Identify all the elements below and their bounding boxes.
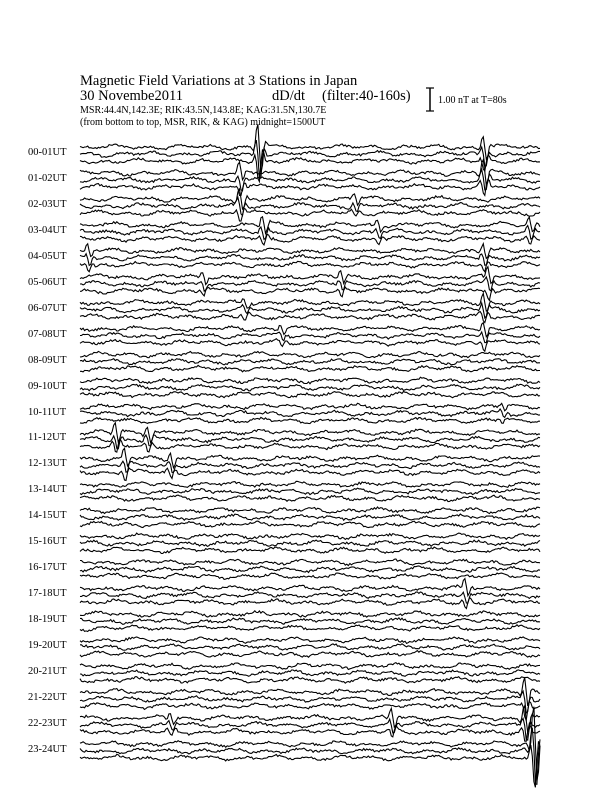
chart-quantity: dD/dt — [272, 88, 306, 104]
station-coordinates: MSR:44.4N,142.3E; RIK:43.5N,143.8E; KAG:31.5N,130.7E — [80, 105, 327, 116]
station-trace — [80, 468, 540, 480]
trace-group — [80, 124, 540, 787]
station-trace — [80, 663, 540, 670]
row-label: 08-09UT — [28, 354, 67, 366]
station-trace — [80, 254, 540, 266]
row-label: 02-03UT — [28, 198, 67, 210]
station-trace — [80, 124, 540, 172]
station-trace — [80, 670, 540, 676]
station-trace — [80, 507, 540, 514]
row-label: 11-12UT — [28, 432, 67, 444]
station-trace — [80, 384, 540, 391]
station-trace — [80, 677, 540, 684]
station-trace — [80, 573, 540, 579]
station-trace — [80, 339, 540, 352]
station-trace — [80, 332, 540, 343]
row-label: 05-06UT — [28, 276, 67, 288]
row-label: 04-05UT — [28, 250, 67, 262]
station-trace — [80, 377, 540, 384]
row-label: 18-19UT — [28, 614, 67, 626]
chart-date: 30 Novembe2011 — [80, 88, 183, 104]
row-label: 17-18UT — [28, 588, 67, 600]
station-trace — [80, 423, 540, 443]
row-label: 13-14UT — [28, 484, 67, 496]
station-trace — [80, 208, 540, 221]
station-trace — [80, 261, 540, 271]
station-trace — [80, 403, 540, 411]
station-trace — [80, 618, 540, 625]
station-trace — [80, 706, 540, 732]
station-trace — [80, 637, 540, 644]
chart-filter: (filter:40-160s) — [322, 88, 411, 104]
station-trace — [80, 559, 540, 566]
station-trace — [80, 495, 540, 501]
row-label: 14-15UT — [28, 510, 67, 522]
station-trace — [80, 365, 540, 372]
station-trace — [80, 481, 540, 487]
station-trace — [80, 547, 540, 553]
station-trace — [80, 741, 540, 787]
row-label: 16-17UT — [28, 562, 67, 574]
station-trace — [80, 149, 540, 181]
station-trace — [80, 533, 540, 539]
station-trace — [80, 409, 540, 417]
station-trace — [80, 540, 540, 546]
row-label: 06-07UT — [28, 302, 67, 314]
row-label: 07-08UT — [28, 328, 67, 340]
row-label: 15-16UT — [28, 536, 67, 548]
row-label: 23-24UT — [28, 743, 67, 755]
station-trace — [80, 287, 540, 300]
station-order-note: (from bottom to top, MSR, RIK, & KAG) midnight=1500UT — [80, 117, 326, 128]
station-trace — [80, 267, 540, 285]
station-trace — [80, 728, 540, 784]
station-trace — [80, 514, 540, 520]
chart-title: Magnetic Field Variations at 3 Stations in Japan — [80, 73, 358, 89]
station-trace — [80, 611, 540, 617]
row-label: 00-01UT — [28, 147, 67, 158]
station-trace — [80, 392, 540, 398]
station-trace — [80, 359, 540, 365]
row-label: 09-10UT — [28, 380, 67, 392]
station-trace — [80, 691, 540, 713]
row-label: 22-23UT — [28, 717, 67, 729]
row-label: 12-13UT — [28, 458, 67, 470]
row-label: 21-22UT — [28, 691, 67, 703]
row-label: 20-21UT — [28, 666, 67, 677]
station-trace — [80, 566, 540, 573]
station-trace — [80, 651, 540, 658]
scale-bar — [426, 88, 434, 111]
row-label: 10-11UT — [28, 406, 67, 418]
station-trace — [80, 351, 540, 357]
scale-bar-label: 1.00 nT at T=80s — [438, 95, 507, 106]
station-trace — [80, 234, 540, 245]
station-trace — [80, 312, 540, 323]
row-label: 03-04UT — [28, 224, 67, 236]
station-trace — [80, 488, 540, 495]
station-trace — [80, 644, 540, 650]
row-label: 01-02UT — [28, 172, 67, 184]
station-trace — [80, 598, 540, 609]
station-trace — [80, 303, 540, 318]
station-trace — [80, 719, 540, 741]
station-trace — [80, 417, 540, 423]
row-label: 19-20UT — [28, 640, 67, 652]
station-trace — [80, 521, 540, 527]
station-trace — [80, 461, 540, 472]
station-trace — [80, 625, 540, 632]
